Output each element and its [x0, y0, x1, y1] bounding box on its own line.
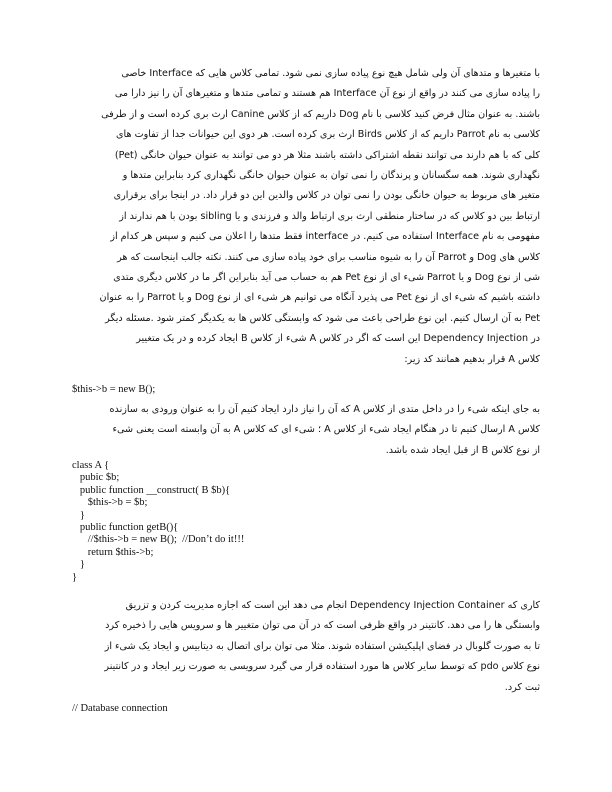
text-line: در Dependency Injection این است که اگر در کلاس A شیء از کلاس B ایجاد کرده و در یک متغییر: [136, 333, 540, 345]
code-comment-database-connection: // Database connection: [72, 703, 168, 714]
text-line: از نوع کلاس B از قبل ایجاد شده باشد.: [385, 444, 540, 456]
paragraph-di-container: [72, 596, 540, 698]
code-block-class-a: [72, 460, 540, 584]
code-line: pubic $b;: [72, 472, 120, 484]
paragraph-constructor-injection: [72, 400, 540, 461]
text-line: متغیر های مربوط به حیوان خانگی بودن را نمی توان در کلاس والدین این دو قرار داد. در اینجا برای برقراری: [113, 190, 540, 202]
text-line: نگهداری شوند. همه سگسانان و پرندگان را نمی توان به عنوان حیوان خانگی نگهداری کرد بنابراین متدها و: [122, 170, 540, 182]
text-line: با متغیرها و متدهای آن ولی شامل هیچ نوع پیاده سازی نمی شود. تمامی کلاس هایی که Interface خاصی: [121, 68, 540, 79]
code-line: }: [72, 509, 85, 521]
text-line: مفهومی به نام Interface استفاده می کنیم. در interface فقط متدها را اعلان می کنیم و سپس هر کدام از: [110, 231, 540, 243]
text-line: کلی که با هم دارند می توانند نقطه اشتراکی داشته باشند مثلا هر دو می توانند به عنوان حیوان خانگی (Pet): [114, 149, 540, 161]
code-line: }: [72, 571, 78, 583]
text-line: Pet به آن ارسال کنیم. این نوع طراحی باعث می شود که وابستگی کلاس ها به یکدیگر کمتر شود .مسئله دیگر: [105, 312, 540, 324]
text-line: داشته باشیم که شیء ای از نوع Pet می پذیرد آنگاه می توانیم هر شیء ای از نوع Dog و یا Parrot را به عنوان: [99, 292, 540, 304]
text-line: شی از نوع Dog و یا Parrot شیء ای از نوع Pet هم به حساب می آید بنابراین اگر ما در کلاس دیگری متدی: [113, 272, 540, 284]
code-line: //$this->b = new B(); //Don’t do it!!!: [72, 534, 245, 546]
code-line: public function getB(){: [72, 522, 179, 534]
text-line: کلاس A ارسال کنیم تا در هنگام ایجاد شیء از کلاس A ؛ شیء ای که کلاس A به آن وابسته است یعنی شیء: [112, 424, 540, 436]
text-line: کلاس های Dog و Parrot آن را به شیوه مناسب برای خود پیاده سازی می کنند. نکته جالب اینجاست که هر: [117, 251, 540, 263]
text-line: نوع کلاس pdo که توسط سایر کلاس ها مورد استفاده قرار می گیرد سرویسی به صورت زیر ایجاد و در کانتینر: [104, 661, 540, 673]
paragraph-interface-explanation: [72, 64, 540, 370]
text-line: باشند. به عنوان مثال فرض کنید کلاسی با نام Dog داریم که از کلاس Canine ارث بری کرده است و از طرفی: [101, 108, 540, 120]
code-line: return $this->b;: [72, 546, 154, 558]
code-line: public function __construct( B $b){: [72, 484, 231, 496]
text-line: ثبت کرد.: [504, 681, 540, 693]
text-line: کاری که Dependency Injection Container انجام می دهد این است که اجازه مدیریت کردن و تزریق: [125, 600, 540, 611]
text-line: کلاس A قرار بدهیم همانند کد زیر:: [404, 353, 540, 365]
code-line: class A {: [72, 460, 110, 471]
text-line: به جای اینکه شیء را در داخل متدی از کلاس A که آن را نیاز دارد ایجاد کنیم آن را به عنوان ورودی به سازنده: [109, 404, 540, 415]
code-line: }: [72, 559, 85, 571]
code-line: $this->b = $b;: [72, 497, 148, 509]
text-line: کلاسی به نام Parrot داریم که از کلاس Birds ارث بری کرده است. هر دوی این حیوانات جدا از تفاوت های: [116, 129, 540, 141]
text-line: وابستگی ها را می دهد. کانتینر در واقع ظرفی است که در آن می توان متغییر ها و سرویس هایی را ذخیره کرد: [105, 620, 540, 632]
text-line: را پیاده سازی می کنند در واقع از نوع آن Interface هم هستند و تمامی متدها و متغیرهای آن را نیز دارا می: [114, 88, 540, 100]
text-line: ارتباط بین دو کلاس که در ساختار منطقی ارث بری ارتباط والد و فرزندی و یا sibling بودن با هم ندارند از: [119, 210, 540, 222]
text-line: تا به صورت گلوبال در فضای اپلیکیشن استفاده شوند. مثلا می توان برای اتصال به دیتابیس و ایجاد یک شیء از: [104, 640, 540, 652]
code-line-new-b: $this->b = new B();: [72, 384, 156, 395]
